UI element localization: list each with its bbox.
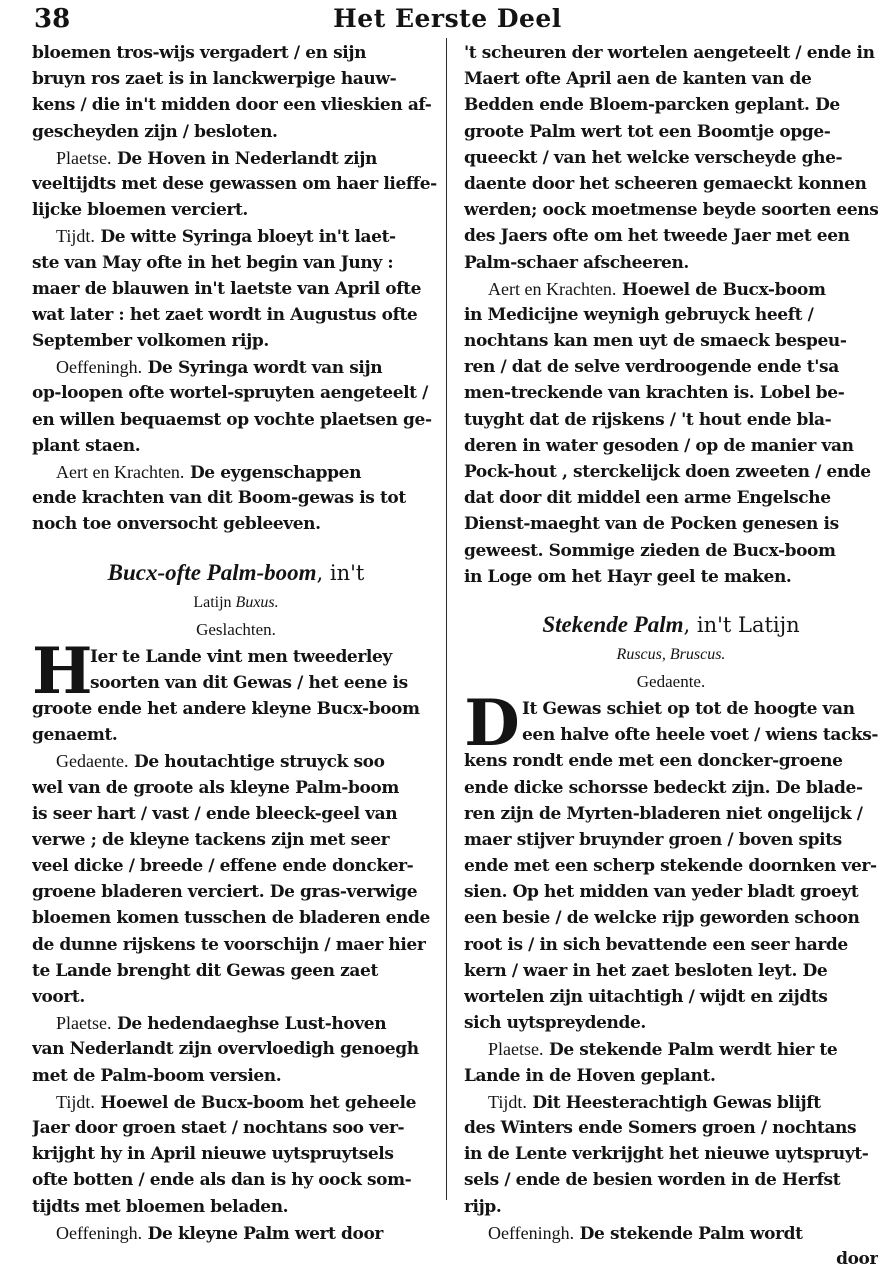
text-line: ende krachten van dit Boom-gewas is tot — [32, 488, 406, 509]
right-tijdt-paragraph — [464, 1089, 878, 1220]
text-line: Plaetse. De stekende Palm werdt hier te — [488, 1039, 838, 1061]
left-tijdt2-paragraph — [32, 1089, 440, 1220]
text-line: ofte botten / ende als dan is hy oock som- — [32, 1170, 412, 1191]
right-intro-paragraph — [464, 40, 878, 276]
paragraph-label: Oeffeningh. — [488, 1222, 575, 1243]
text-line: men-treckende van krachten is. Lobel be- — [464, 383, 845, 404]
paragraph-label: Plaetse. — [488, 1039, 544, 1060]
text-line: Plaetse. De hedendaeghse Lust-hoven — [56, 1013, 387, 1035]
text-line: Maert ofte April aen de kanten van de — [464, 69, 812, 90]
left-oeffeningh-paragraph — [32, 354, 440, 459]
column-divider — [446, 38, 447, 1200]
text-line: en willen bequaemst op vochte plaetsen ge- — [32, 409, 432, 430]
text-line: Oeffeningh. De stekende Palm wordt — [488, 1222, 803, 1244]
text-line: It Gewas schiet op tot de hoogte van — [522, 698, 855, 719]
text-line: ren zijn de Myrten-bladeren niet ongelijck / — [464, 803, 863, 824]
paragraph-label: Aert en Krachten. — [56, 462, 185, 482]
left-plaetse-paragraph — [32, 145, 440, 224]
text-line: verwe ; de kleyne tackens zijn met seer — [32, 829, 390, 850]
right-oeffeningh-paragraph — [464, 1220, 878, 1272]
paragraph-label: Aert en Krachten. — [488, 278, 617, 299]
text-line: Ier te Lande vint men tweederley — [90, 646, 392, 667]
text-line: ende met een scherp stekende doornken ver- — [464, 856, 877, 877]
left-gedaente-paragraph — [32, 748, 440, 1010]
text-line: kens rondt ende met een doncker-groene — [464, 751, 843, 772]
text-line: Dienst-maeght van de Pocken genesen is — [464, 514, 839, 535]
text-line: is seer hart / vast / ende bleeck-geel van — [32, 803, 398, 824]
text-line: bloemen komen tusschen de bladeren ende — [32, 908, 430, 929]
text-line: groote Palm wert tot een Boomtje opge- — [464, 121, 831, 142]
text-line: een halve ofte heele voet / wiens tacks- — [522, 725, 878, 746]
text-line: een besie / de welcke rijp geworden schoon — [464, 908, 860, 929]
left-aert-paragraph — [32, 459, 440, 538]
text-line: wortelen zijn uitachtigh / wijdt en zijdts — [464, 987, 828, 1007]
left-oeffeningh2-paragraph — [32, 1220, 440, 1246]
text-line: met de Palm-boom versien. — [32, 1065, 282, 1086]
text-line: ende dicke schorsse bedeckt zijn. De blade- — [464, 777, 863, 798]
text-line: Tijdt. Hoewel de Bucx-boom het geheele — [56, 1091, 417, 1113]
text-line: ren / dat de selve verdroogende ende t'sa — [464, 357, 839, 378]
spacer — [464, 590, 878, 608]
text-line: bloemen tros-wijs vergadert / en sijn — [32, 43, 367, 63]
text-line: veeltijdts met dese gewassen om haer lieffe- — [32, 173, 437, 194]
section-heading-stekende-palm: Stekende Palm, in't Latijn — [542, 611, 800, 637]
text-line: queeckt / van het welcke verscheyde ghe- — [464, 147, 843, 168]
text-line: maer de blauwen in't laetste van April ofte — [32, 278, 422, 299]
text-line: door — [836, 1248, 878, 1269]
text-line: des Winters ende Somers groen / nochtans — [464, 1117, 857, 1138]
text-line: Tijdt. Dit Heesterachtigh Gewas blijft — [488, 1091, 821, 1113]
text-line: nochtans kan men uyt de smaeck bespeu- — [464, 331, 847, 352]
text-line: rijp. — [464, 1196, 502, 1217]
section-heading-palm-boom: Bucx-ofte Palm-boom, in't — [107, 559, 365, 585]
text-line: soorten van dit Gewas / het eene is — [90, 672, 408, 693]
drop-cap: H — [32, 633, 93, 709]
text-line: in Medicijne weynigh gebruyck heeft / — [464, 304, 814, 325]
text-line: voort. — [32, 987, 85, 1007]
text-line: wat later : het zaet wordt in Augustus ofte — [32, 304, 418, 325]
text-line: sich uytspreydende. — [464, 1013, 646, 1034]
left-plaetse2-paragraph — [32, 1010, 440, 1089]
right-plaetse-paragraph — [464, 1036, 878, 1088]
text-line: deren in water gesoden / op de manier van — [464, 435, 854, 456]
text-line: Oeffeningh. De Syringa wordt van sijn — [56, 357, 383, 379]
text-line: werden; oock moetmense beyde soorten eens — [464, 200, 878, 221]
text-line: te Lande brenght dit Gewas geen zaet — [32, 960, 378, 981]
left-tijdt-paragraph — [32, 223, 440, 354]
text-line: dat door dit middel een arme Engelsche — [464, 488, 831, 509]
left-intro-paragraph — [32, 40, 440, 145]
paragraph-label: Tijdt. — [56, 226, 95, 247]
text-line: krijght hy in April nieuwe uytspruytsels — [32, 1144, 394, 1165]
page-number: 38 — [34, 4, 71, 34]
text-line: 't scheuren der wortelen aengeteelt / ende in — [464, 43, 875, 63]
text-line: Bedden ende Bloem-parcken geplant. De — [464, 95, 840, 116]
text-line: Aert en Krachten. De eygenschappen — [56, 462, 362, 483]
drop-cap: D — [464, 685, 520, 761]
paragraph-label: Plaetse. — [56, 147, 112, 168]
text-line: bruyn ros zaet is in lanckwerpige hauw- — [32, 69, 397, 90]
paragraph-label: Oeffeningh. — [56, 1222, 143, 1243]
section-label-gedaente: Gedaente. — [636, 671, 706, 691]
text-line: van Nederlandt zijn overvloedigh genoegh — [32, 1039, 419, 1060]
text-line: in de Lente verkrijght het nieuwe uytspruyt- — [464, 1144, 869, 1165]
text-line: groote ende het andere kleyne Bucx-boom — [32, 698, 420, 719]
paragraph-label: Tijdt. — [488, 1091, 527, 1112]
section-label-geslachten: Geslachten. — [196, 619, 276, 639]
page-header — [0, 2, 895, 42]
text-line: Aert en Krachten. Hoewel de Bucx-boom — [488, 278, 826, 300]
text-line: tuyght dat de rijskens / 't hout ende bla- — [464, 409, 832, 430]
text-line: op-loopen ofte wortel-spruyten aengeteelt / — [32, 383, 428, 404]
paragraph-label: Tijdt. — [56, 1091, 95, 1112]
running-head: Het Eerste Deel — [333, 4, 562, 33]
text-line: in Loge om het Hayr geel te maken. — [464, 566, 792, 587]
text-line: ste van May ofte in het begin van Juny : — [32, 252, 394, 273]
text-line: lijcke bloemen verciert. — [32, 200, 248, 221]
text-line: des Jaers ofte om het tweede Jaer met een — [464, 226, 850, 247]
right-aert-paragraph — [464, 276, 878, 590]
paragraph-label: Gedaente. — [56, 751, 129, 772]
text-line: geweest. Sommige zieden de Bucx-boom — [464, 540, 836, 561]
left-column — [32, 40, 440, 1246]
text-line: daente door het scheeren gemaeckt konnen — [464, 173, 867, 194]
text-line: plant staen. — [32, 435, 141, 456]
text-line: noch toe onversocht gebleeven. — [32, 514, 321, 535]
text-line: Jaer door groen staet / nochtans soo ver- — [32, 1117, 405, 1138]
text-line: Palm-schaer afscheeren. — [464, 252, 689, 273]
text-line: Pock-hout , sterckelijck doen zweeten / ende — [464, 462, 871, 482]
text-line: kens / die in't midden door een vlieskien af- — [32, 95, 432, 116]
paragraph-label: Oeffeningh. — [56, 357, 143, 378]
text-line: Oeffeningh. De kleyne Palm wert door — [56, 1222, 383, 1244]
latin-name: Latijn Buxus. — [193, 593, 279, 611]
text-line: sien. Op het midden van yeder bladt groeyt — [464, 882, 859, 903]
text-line: maer stijver bruynder groen / boven spits — [464, 829, 842, 850]
text-line: de dunne rijskens te voorschijn / maer hier — [32, 934, 426, 955]
text-line: Plaetse. De Hoven in Nederlandt zijn — [56, 147, 377, 169]
text-line: Gedaente. De houtachtige struyck soo — [56, 751, 385, 773]
text-line: sels / ende de besien worden in de Herfst — [464, 1170, 841, 1191]
text-line: veel dicke / breede / effene ende doncker- — [32, 856, 414, 877]
text-line: September volkomen rijp. — [32, 331, 269, 352]
right-column — [464, 40, 878, 1272]
text-line: wel van de groote als kleyne Palm-boom — [32, 777, 399, 798]
paragraph-label: Plaetse. — [56, 1013, 112, 1034]
geslachten-paragraph — [32, 633, 440, 749]
text-line: tijdts met bloemen beladen. — [32, 1196, 289, 1217]
text-line: kern / waer in het zaet besloten leyt. De — [464, 960, 828, 981]
spacer — [32, 538, 440, 556]
text-line: groene bladeren verciert. De gras-verwige — [32, 882, 418, 903]
text-line: Tijdt. De witte Syringa bloeyt in't laet- — [56, 226, 396, 248]
text-line: gescheyden zijn / besloten. — [32, 121, 278, 142]
text-line: genaemt. — [32, 725, 118, 746]
latin-name: Ruscus, Bruscus. — [616, 645, 726, 663]
gedaente-paragraph — [464, 685, 878, 1036]
text-line: Lande in de Hoven geplant. — [464, 1065, 716, 1086]
text-line: root is / in sich bevattende een seer harde — [464, 934, 848, 955]
